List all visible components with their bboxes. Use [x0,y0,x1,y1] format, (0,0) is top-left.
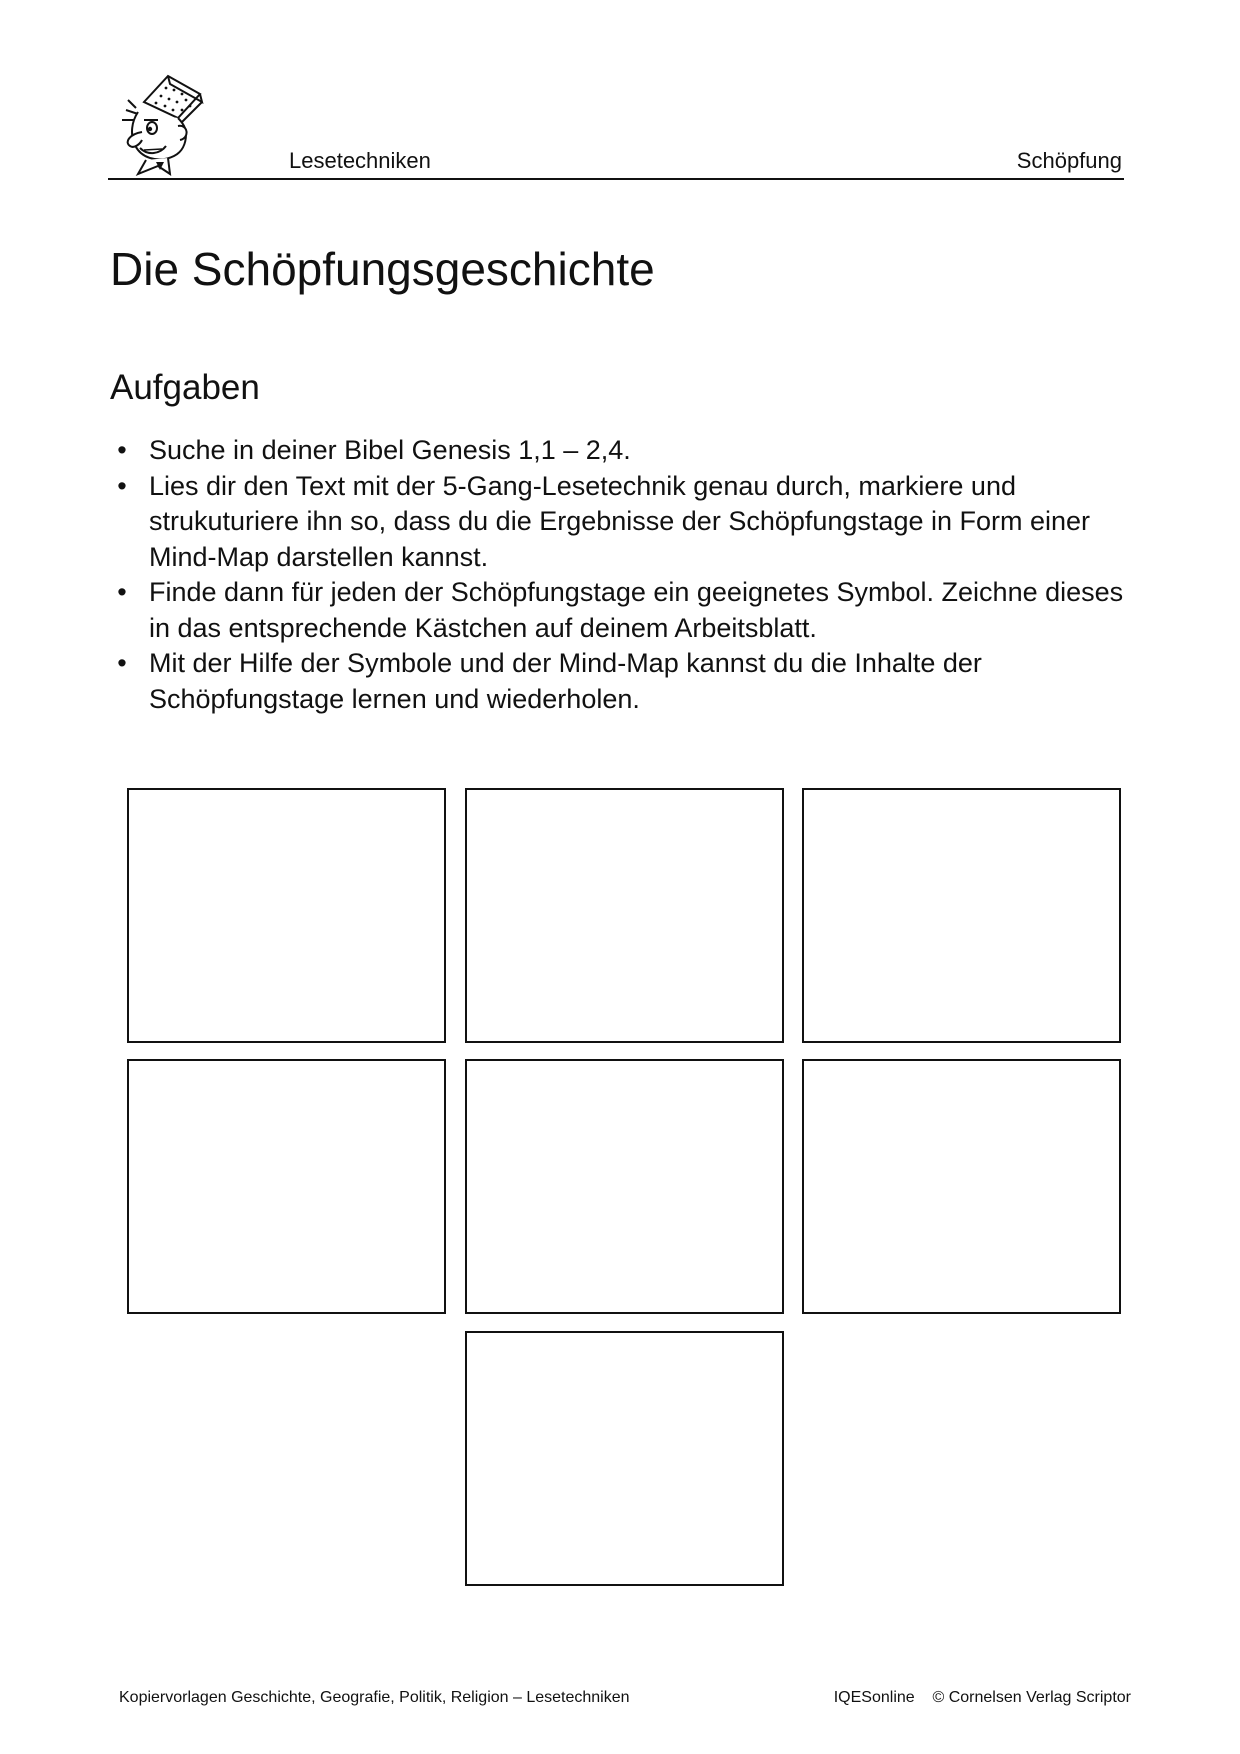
header-topic: Schöpfung [1016,148,1122,173]
task-text: Lies dir den Text mit der 5-Gang-Lesetechnik genau durch, markiere und strukuturiere ihn so, dass du die Ergebnisse der Schöpfungstage in Form einer Mind-Map darstellen kannst. [149,470,1091,572]
tasks-heading: Aufgaben [110,368,260,407]
task-text: Finde dann für jeden der Schöpfungstage ein geeignetes Symbol. Zeichne dieses in das entsprechende Kästchen auf deinem Arbeitsblatt. [149,577,1124,643]
bullet-icon: • [117,435,127,465]
list-item [110,646,1130,717]
header-category: Lesetechniken [289,148,431,173]
symbol-box-day-2[interactable] [465,788,784,1043]
symbol-box-day-1[interactable] [127,788,446,1043]
page-title: Die Schöpfungsgeschichte [110,243,655,295]
task-text: Mit der Hilfe der Symbole und der Mind-Map kannst du die Inhalte der Schöpfungstage lernen und wiederholen. [149,648,982,714]
bullet-icon: • [117,470,127,501]
list-item [110,433,1130,469]
reading-boy-with-book-on-head-icon [116,72,216,176]
symbol-box-day-7[interactable] [465,1331,784,1586]
header-divider [108,178,1124,180]
bullet-icon: • [117,648,127,678]
task-text: Suche in deiner Bibel Genesis 1,1 – 2,4. [149,435,631,465]
list-item [110,575,1130,646]
symbol-box-day-6[interactable] [802,1059,1121,1314]
footer-copyright: © Cornelsen Verlag Scriptor [932,1689,1131,1706]
footer-publisher [834,1688,1131,1708]
symbol-box-day-3[interactable] [802,788,1121,1043]
symbol-box-day-4[interactable] [127,1059,446,1314]
footer-platform: IQESonline [833,1689,915,1706]
list-item [110,469,1130,576]
footer-series: Kopiervorlagen Geschichte, Geografie, Politik, Religion – Lesetechniken [119,1689,630,1706]
bullet-icon: • [117,577,127,607]
task-list [110,433,1130,717]
symbol-box-day-5[interactable] [465,1059,784,1314]
